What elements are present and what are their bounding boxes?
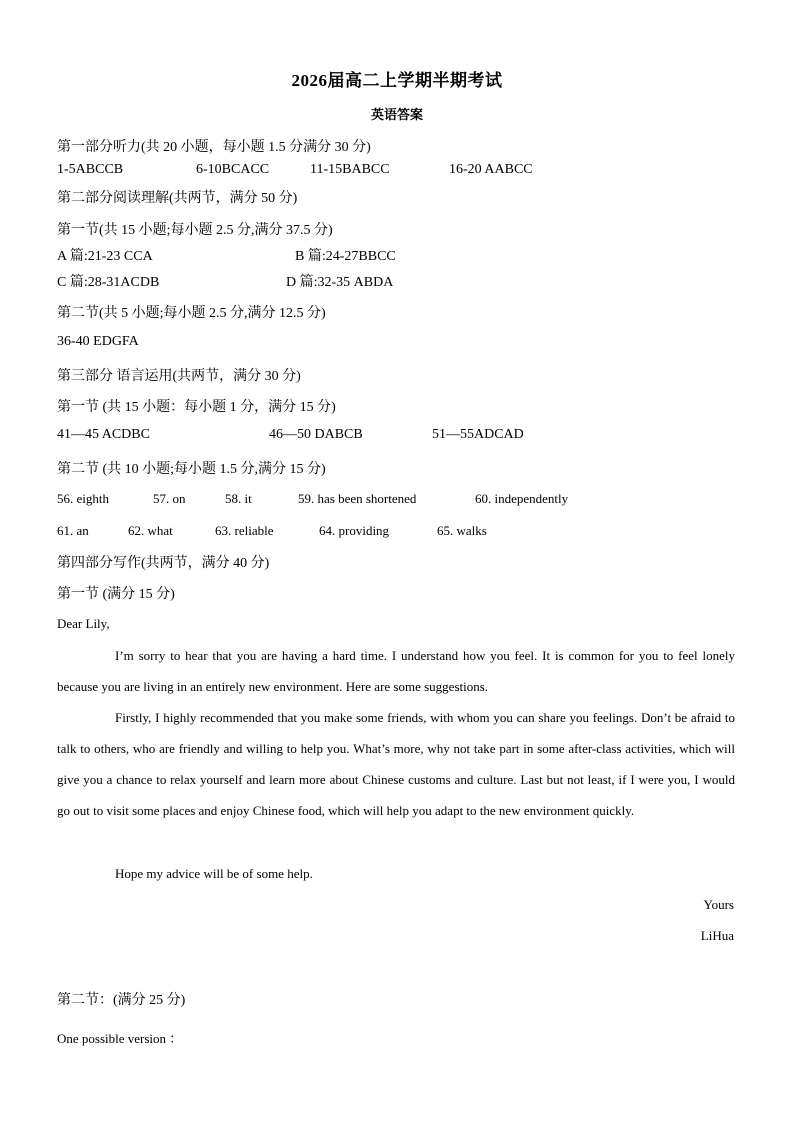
blank-answer-65: 65. walks — [437, 523, 487, 538]
part4-section1-heading: 第一节 (满分 15 分) — [57, 587, 175, 602]
part2-heading: 第二部分阅读理解(共两节，满分 50 分) — [57, 191, 298, 206]
letter-signature: LiHua — [700, 928, 734, 943]
letter-paragraph-1-text: I’m sorry to hear that you are having a hard time. I understand how you feel. It is common for you to feel lonely because you are living in an entirely new environment. Here are some suggestions. — [57, 648, 735, 694]
letter-paragraph-2 — [57, 702, 735, 826]
letter-closing: Yours — [703, 897, 734, 912]
part3-section2-heading: 第二节 (共 10 小题;每小题 1.5 分,满分 15 分) — [57, 462, 326, 477]
part1-answer-3: 11-15BABCC — [310, 162, 390, 177]
letter-paragraph-1 — [57, 640, 735, 702]
part2-passage-a: A 篇:21-23 CCA — [57, 249, 153, 264]
blank-answer-56: 56. eighth — [57, 491, 109, 506]
part3-answer-2: 46—50 DABCB — [269, 427, 363, 442]
page-title: 2026届高二上学期半期考试 — [291, 71, 503, 90]
page-subtitle: 英语答案 — [370, 107, 423, 122]
letter-greeting: Dear Lily, — [57, 616, 110, 631]
part2-section2-answers: 36-40 EDGFA — [57, 334, 139, 349]
part4-section2-heading: 第二节：(满分 25 分) — [57, 993, 186, 1008]
part1-answer-2: 6-10BCACC — [196, 162, 270, 177]
blank-answer-60: 60. independently — [475, 491, 569, 506]
blank-answer-57: 57. on — [153, 491, 186, 506]
letter-paragraph-2-text: Firstly, I highly recommended that you make some friends, with whom you can share you feelings. Don’t be afraid to talk to others, who are friendly and willing to help you. What’s more, why not take part in some after-class activities, which will give you a chance to relax yourself and learn more about Chinese customs and culture. Last but not least, if I were you, I would go out to visit some places and enjoy Chinese food, which will help you adapt to the new environment quickly. — [57, 710, 735, 818]
part3-heading: 第三部分 语言运用(共两节，满分 30 分) — [57, 369, 301, 384]
part1-answer-4: 16-20 AABCC — [449, 162, 533, 177]
blank-answer-61: 61. an — [57, 523, 89, 538]
part4-heading: 第四部分写作(共两节，满分 40 分) — [57, 556, 270, 571]
part2-section2-heading: 第二节(共 5 小题;每小题 2.5 分,满分 12.5 分) — [57, 306, 326, 321]
part3-answer-1: 41—45 ACDBC — [57, 427, 150, 442]
blank-answer-58: 58. it — [225, 491, 252, 506]
letter-paragraph-3-text: Hope my advice will be of some help. — [115, 866, 313, 881]
blank-answer-63: 63. reliable — [215, 523, 274, 538]
part3-section1-heading: 第一节 (共 15 小题：每小题 1 分，满分 15 分) — [57, 400, 336, 415]
part2-section1-heading: 第一节(共 15 小题;每小题 2.5 分,满分 37.5 分) — [57, 223, 333, 238]
part2-passage-c: C 篇:28-31ACDB — [57, 275, 160, 290]
part2-passage-b: B 篇:24-27BBCC — [295, 249, 396, 264]
possible-version-label: One possible version ： — [57, 1031, 183, 1046]
blank-answer-59: 59. has been shortened — [298, 491, 417, 506]
part3-answer-3: 51—55ADCAD — [432, 427, 524, 442]
letter-paragraph-3 — [57, 858, 735, 889]
blank-answer-64: 64. providing — [319, 523, 390, 538]
part1-heading: 第一部分听力(共 20 小题，每小题 1.5 分满分 30 分) — [57, 140, 371, 155]
blank-answer-62: 62. what — [128, 523, 173, 538]
part2-passage-d: D 篇:32-35 ABDA — [286, 275, 394, 290]
part1-answer-1: 1-5ABCCB — [57, 162, 124, 177]
